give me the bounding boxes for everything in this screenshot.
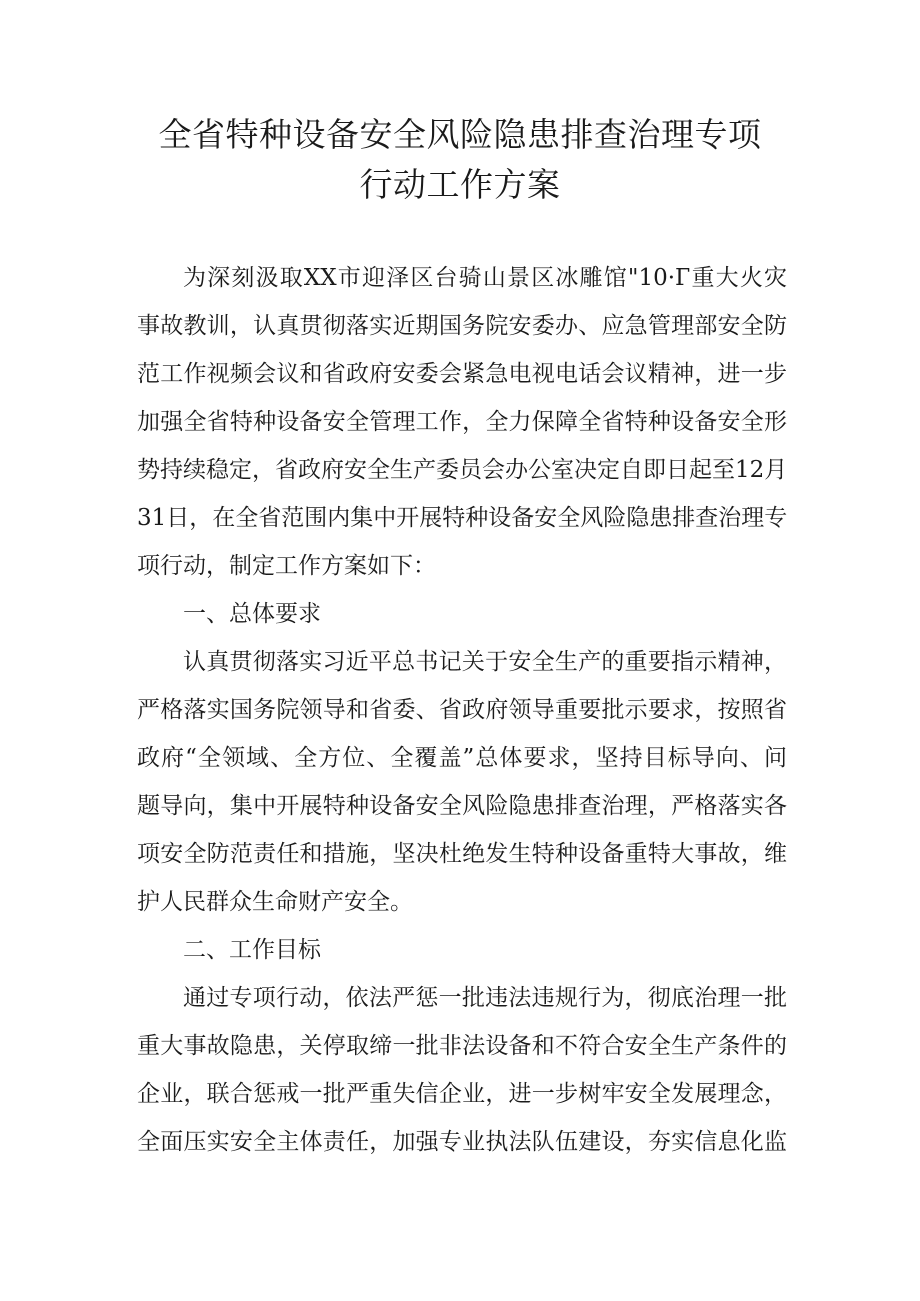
paragraph-line: 31日，在全省范围内集中开展特种设备安全风险隐患排查治理专: [137, 505, 788, 531]
paragraph-line: 加强全省特种设备安全管理工作，全力保障全省特种设备安全形: [137, 409, 787, 435]
paragraph-line: 严格落实国务院领导和省委、省政府领导重要批示要求，按照省: [137, 697, 787, 723]
paragraph-line: 项行动，制定工作方案如下：: [137, 553, 436, 579]
document-title-line-1: 全省特种设备安全风险隐患排查治理专项: [158, 115, 762, 154]
document-title-line-2: 行动工作方案: [359, 165, 561, 204]
section-heading: 二、工作目标: [183, 937, 321, 963]
paragraph-line: 为深刻汲取XX市迎泽区台骑山景区冰雕馆"10·Г重大火灾: [183, 265, 787, 291]
paragraph-line: 范工作视频会议和省政府安委会紧急电视电话会议精神，进一步: [137, 361, 787, 387]
paragraph-line: 势持续稳定，省政府安全生产委员会办公室决定自即日起至12月: [137, 457, 788, 483]
paragraph-line: 全面压实安全主体责任，加强专业执法队伍建设，夯实信息化监: [137, 1129, 787, 1155]
paragraph-line: 项安全防范责任和措施，坚决杜绝发生特种设备重特大事故，维: [137, 841, 787, 867]
paragraph-line: 事故教训，认真贯彻落实近期国务院安委办、应急管理部安全防: [137, 313, 787, 339]
paragraph-line: 题导向，集中开展特种设备安全风险隐患排查治理，严格落实各: [137, 793, 787, 819]
paragraph-line: 通过专项行动，依法严惩一批违法违规行为，彻底治理一批: [183, 985, 787, 1011]
paragraph-line: 政府“全领域、全方位、全覆盖”总体要求，坚持目标导向、问: [137, 745, 787, 771]
paragraph-line: 护人民群众生命财产安全。: [137, 889, 413, 915]
section-heading: 一、总体要求: [183, 601, 321, 627]
paragraph-line: 企业，联合惩戒一批严重失信企业，进一步树牢安全发展理念，: [137, 1081, 787, 1107]
paragraph-line: 重大事故隐患，关停取缔一批非法设备和不符合安全生产条件的: [137, 1033, 787, 1059]
paragraph-line: 认真贯彻落实习近平总书记关于安全生产的重要指示精神，: [183, 649, 787, 675]
